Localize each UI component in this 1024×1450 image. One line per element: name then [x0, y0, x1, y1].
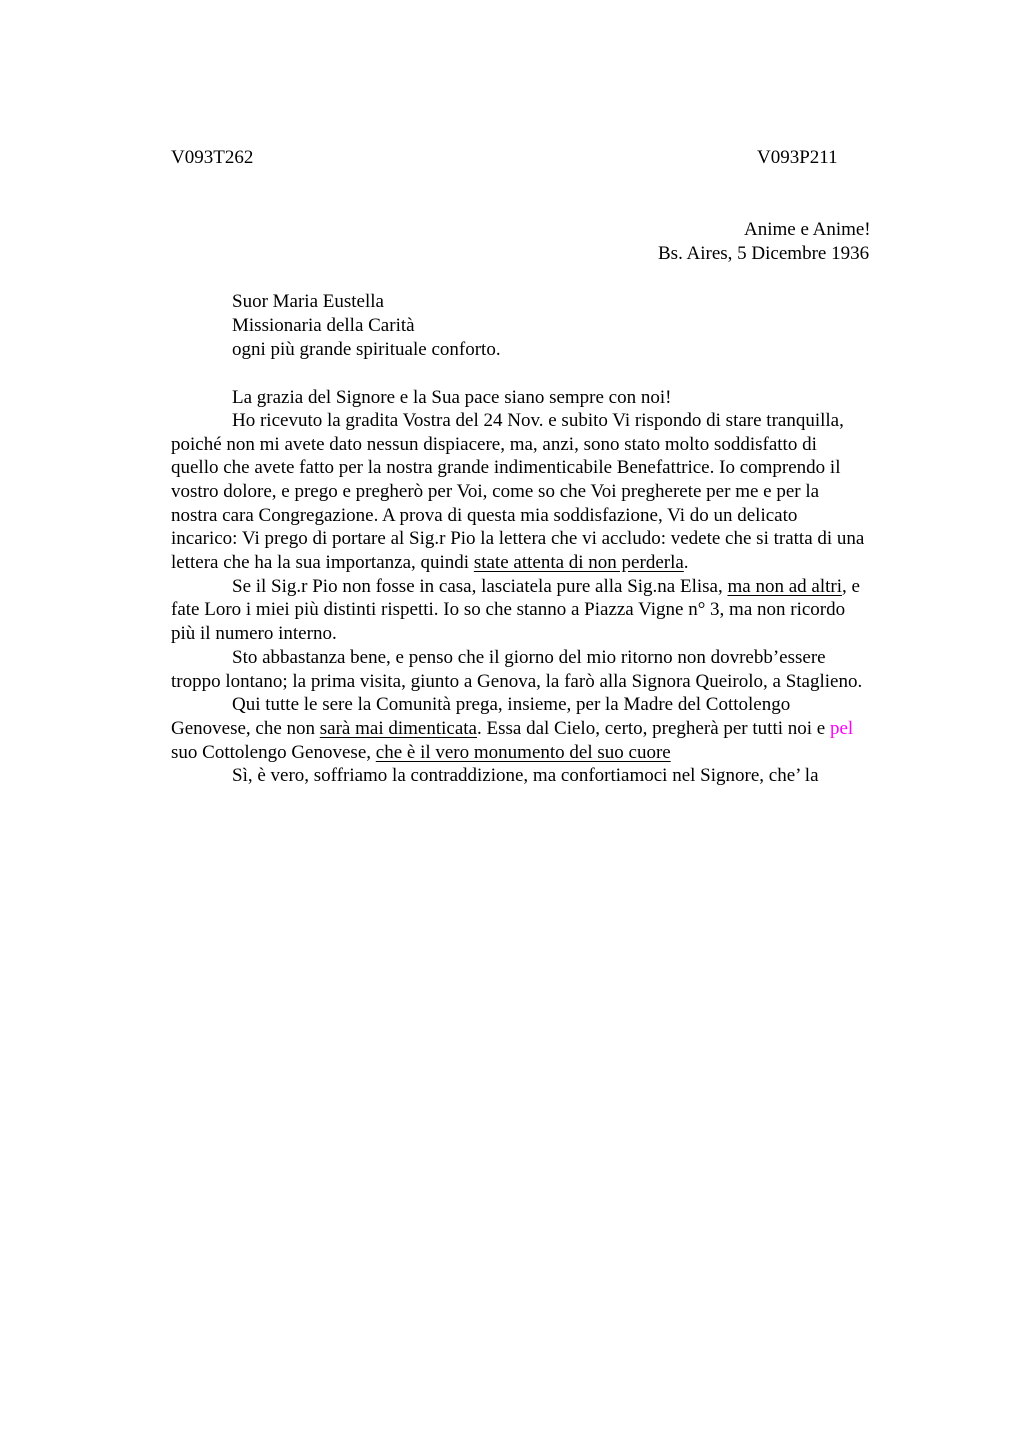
body-text: . Essa dal Cielo, certo, pregherà per tutti noi e: [477, 718, 830, 739]
body-line: nostra cara Congregazione. A prova di questa mia soddisfazione, Vi do un delicato: [171, 505, 798, 526]
body-line: vostro dolore, e prego e pregherò per Voi, come so che Voi pregherete per me e per la: [171, 481, 820, 502]
body-line: [232, 575, 860, 599]
motto: Anime e Anime!: [744, 219, 871, 240]
body-line: più il numero interno.: [171, 623, 337, 644]
body-text: Se il Sig.r Pio non fosse in casa, lasciatela pure alla Sig.na Elisa,: [232, 576, 728, 597]
document-code-right: V093P211: [757, 147, 838, 168]
body-line: La grazia del Signore e la Sua pace siano sempre con noi!: [232, 387, 672, 408]
highlighted-word: pel: [829, 718, 854, 739]
address-line: ogni più grande spirituale conforto.: [232, 339, 501, 360]
body-text: Genovese, che non: [171, 718, 320, 739]
body-line: [171, 741, 671, 765]
body-line: poiché non mi avete dato nessun dispiacere, ma, anzi, sono stato molto soddisfatto di: [171, 434, 817, 455]
underlined-phrase: sarà mai dimenticata: [319, 718, 477, 739]
body-line: incarico: Vi prego di portare al Sig.r Pio la lettera che vi accludo: vedete che si tratta di una: [171, 528, 865, 549]
body-line: Ho ricevuto la gradita Vostra del 24 Nov. e subito Vi rispondo di stare tranquilla,: [232, 410, 844, 431]
body-line: [171, 551, 689, 575]
body-line: Sto abbastanza bene, e penso che il giorno del mio ritorno non dovrebb’essere: [232, 647, 826, 668]
body-line: [171, 717, 853, 741]
date-line: Bs. Aires, 5 Dicembre 1936: [658, 243, 870, 264]
body-text: lettera che ha la sua importanza, quindi: [171, 552, 474, 573]
body-line: quello che avete fatto per la nostra grande indimenticabile Benefattrice. Io comprendo il: [171, 457, 841, 478]
body-text: .: [683, 552, 689, 573]
underlined-phrase: che è il vero monumento del suo cuore: [375, 742, 671, 763]
address-line: Missionaria della Carità: [232, 315, 415, 336]
body-text: , e: [841, 576, 860, 597]
underlined-phrase: ma non ad altri: [727, 576, 842, 597]
body-line: Sì, è vero, soffriamo la contraddizione, ma confortiamoci nel Signore, che’ la: [232, 765, 819, 786]
body-line: Qui tutte le sere la Comunità prega, insieme, per la Madre del Cottolengo: [232, 694, 791, 715]
body-line: troppo lontano; la prima visita, giunto a Genova, la farò alla Signora Queirolo, a Staglieno.: [171, 671, 863, 692]
body-text: suo Cottolengo Genovese,: [171, 742, 376, 763]
address-line: Suor Maria Eustella: [232, 291, 384, 312]
underlined-phrase: state attenta di non perderla: [473, 552, 684, 573]
body-line: fate Loro i miei più distinti rispetti. Io so che stanno a Piazza Vigne n° 3, ma non ricordo: [171, 599, 846, 620]
document-code-left: V093T262: [171, 147, 254, 168]
